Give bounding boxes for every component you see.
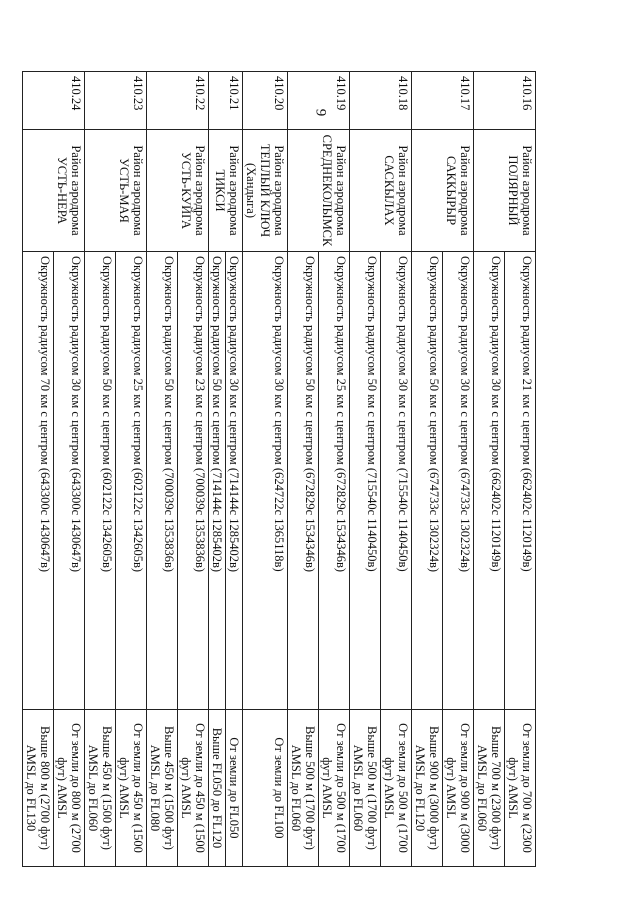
item-number: 410.23	[85, 72, 147, 130]
vertical-limit: От земли до 450 м (1500 фут) AMSL	[116, 710, 147, 867]
vertical-limit: От земли до FL100	[243, 710, 288, 867]
aerodrome-area-name: Район аэродрома СРЕДНЕКОЛЫМСК	[288, 130, 350, 252]
item-number: 410.24	[23, 72, 85, 130]
vertical-limit: Выше 500 м (1700 фут) AMSL до FL060	[288, 710, 319, 867]
item-number: 410.16	[474, 72, 536, 130]
vertical-limit: Выше 450 м (1500 фут) AMSL до FL080	[147, 710, 178, 867]
table-row	[243, 72, 288, 867]
item-number: 410.22	[147, 72, 209, 130]
airspace-table-body	[23, 72, 536, 867]
item-number: 410.19	[288, 72, 350, 130]
page-number: 9	[312, 108, 329, 117]
area-boundary: Окружность радиусом 30 км с центром (674733с 1302324в)	[443, 252, 474, 710]
airspace-table-landscape	[24, 71, 536, 866]
vertical-limit: От земли до 500 м (1700 фут) AMSL	[381, 710, 412, 867]
area-boundary: Окружность радиусом 21 км с центром (662402с 1120149в)	[505, 252, 536, 710]
vertical-limit: От земли до 800 м (2700 фут) AMSL	[54, 710, 85, 867]
vertical-limit: От земли до 900 м (3000 фут) AMSL	[443, 710, 474, 867]
aerodrome-area-name: Район аэродрома УСТЬ-НЕРА	[23, 130, 85, 252]
area-boundary: Окружность радиусом 30 км с центром (662402с 1120149в)	[474, 252, 505, 710]
item-number: 410.17	[412, 72, 474, 130]
area-boundary: Окружность радиусом 70 км с центром (643300с 1430647в)	[23, 252, 54, 710]
vertical-limit: От земли до FL050	[226, 710, 243, 867]
aerodrome-area-name: Район аэродрома ПОЛЯРНЫЙ	[474, 130, 536, 252]
aerodrome-area-name: Район аэродрома УСТЬ-МАЯ	[85, 130, 147, 252]
table-row	[505, 72, 536, 867]
item-number: 410.20	[243, 72, 288, 130]
vertical-limit: Выше 800 м (2700 фут) AMSL до FL130	[23, 710, 54, 867]
area-boundary: Окружность радиусом 25 км с центром (602122с 1342605в)	[116, 252, 147, 710]
table-row	[116, 72, 147, 867]
item-number: 410.21	[209, 72, 243, 130]
table-row	[443, 72, 474, 867]
aerodrome-area-name: Район аэродрома УСТЬ-КУЙГА	[147, 130, 209, 252]
airspace-table	[22, 71, 536, 867]
vertical-limit: Выше FL050 до FL120	[209, 710, 226, 867]
airspace-table-frame	[24, 71, 536, 866]
vertical-limit: Выше 700 м (2300 фут) AMSL до FL060	[474, 710, 505, 867]
area-boundary: Окружность радиусом 50 км с центром (715540с 1140450в)	[350, 252, 381, 710]
area-boundary: Окружность радиусом 50 км с центром (602122с 1342605в)	[85, 252, 116, 710]
area-boundary: Окружность радиусом 30 км с центром (643300с 1430647в)	[54, 252, 85, 710]
vertical-limit: Выше 500 м (1700 фут) AMSL до FL060	[350, 710, 381, 867]
table-row	[226, 72, 243, 867]
vertical-limit: От земли до 700 м (2300 фут) AMSL	[505, 710, 536, 867]
table-row	[54, 72, 85, 867]
table-row	[381, 72, 412, 867]
vertical-limit: Выше 450 м (1500 фут) AMSL до FL060	[85, 710, 116, 867]
aerodrome-area-name: Район аэродрома САККЫРЫР	[412, 130, 474, 252]
area-boundary: Окружность радиусом 50 км с центром (674733с 1302324в)	[412, 252, 443, 710]
area-boundary: Окружность радиусом 50 км с центром (672829с 1534346в)	[288, 252, 319, 710]
aerodrome-area-name: Район аэродрома САСКЫЛАХ	[350, 130, 412, 252]
area-boundary: Окружность радиусом 30 км с центром (624722с 1365118в)	[243, 252, 288, 710]
area-boundary: Окружность радиусом 50 км с центром (714144с 1285402в)	[209, 252, 226, 710]
table-row	[319, 72, 350, 867]
vertical-limit: От земли до 500 м (1700 фут) AMSL	[319, 710, 350, 867]
area-boundary: Окружность радиусом 23 км с центром (700039с 1353836в)	[178, 252, 209, 710]
vertical-limit: Выше 900 м (3000 фут) AMSL до FL120	[412, 710, 443, 867]
area-boundary: Окружность радиусом 30 км с центром (715540с 1140450в)	[381, 252, 412, 710]
area-boundary: Окружность радиусом 25 км с центром (672829с 1534346в)	[319, 252, 350, 710]
vertical-limit: От земли до 450 м (1500 фут) AMSL	[178, 710, 209, 867]
item-number: 410.18	[350, 72, 412, 130]
table-row	[178, 72, 209, 867]
aerodrome-area-name: Район аэродрома ТЕПЛЫЙ КЛЮЧ (Хандыга)	[243, 130, 288, 252]
area-boundary: Окружность радиусом 50 км с центром (700039с 1353836в)	[147, 252, 178, 710]
aerodrome-area-name: Район аэродрома ТИКСИ	[209, 130, 243, 252]
area-boundary: Окружность радиусом 30 км с центром (714144с 1285402в)	[226, 252, 243, 710]
